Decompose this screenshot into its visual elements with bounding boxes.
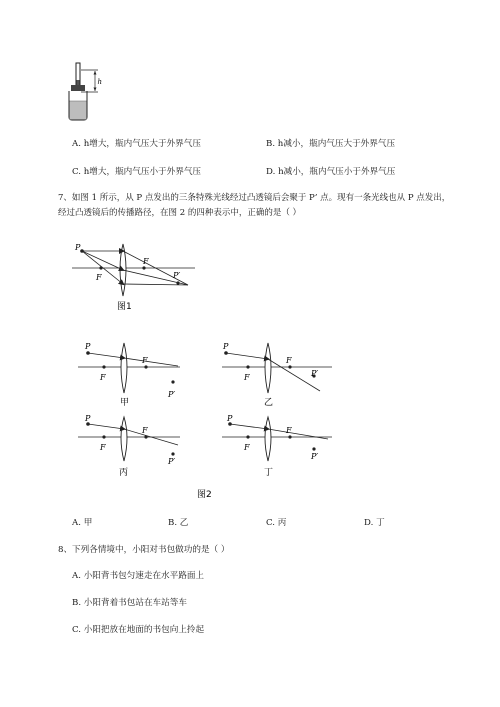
fig2-panel-ding — [222, 414, 332, 478]
q7-option-d-text: 丁 — [376, 518, 385, 528]
fig1-f-bottom-label: F — [96, 273, 102, 282]
fig2-yi-p-prime: P′ — [311, 369, 319, 378]
fig2-ding-p: P — [227, 414, 233, 423]
q7-option-c-text: 丙 — [277, 518, 287, 528]
q6-option-c[interactable] — [72, 166, 201, 178]
fig2-caption: 图2 — [197, 490, 212, 500]
q8-option-a[interactable] — [72, 570, 204, 582]
q7-option-a-letter: A. — [72, 518, 81, 528]
q8-option-b[interactable] — [72, 597, 187, 609]
q8-option-b-text: 小阳背着书包站在车站等车 — [83, 598, 187, 608]
fig2-jia-f-left: F — [100, 373, 106, 382]
fig2-bing-p: P — [85, 414, 91, 423]
q7-stem-line2: 经过凸透镜后的传播路径，在图 2 的四种表示中，正确的是（ ） — [58, 208, 302, 218]
fig2-bing-f-right: F — [142, 426, 148, 435]
q7-figure-1 — [70, 238, 200, 316]
q7-option-c[interactable] — [266, 517, 286, 529]
fig2-jia-label: 甲 — [120, 398, 130, 408]
q6-h-label: h — [97, 78, 103, 86]
q8-stem: 8、下列各情境中，小阳对书包做功的是（ ） — [58, 545, 230, 555]
fig2-bing-f-left: F — [100, 443, 106, 452]
fig2-ding-label: 丁 — [264, 468, 274, 478]
fig1-p-prime-label: P′ — [173, 271, 181, 280]
q6-option-b-letter: B. — [266, 139, 276, 149]
fig2-panel-yi — [222, 342, 332, 408]
fig2-panel-bing — [78, 414, 180, 478]
fig2-jia-f-right: F — [142, 356, 148, 365]
q7-option-a[interactable] — [72, 517, 92, 529]
q8-option-c-letter: C. — [72, 625, 82, 635]
q6-bottle-figure — [62, 60, 112, 122]
q6-option-d[interactable] — [266, 166, 395, 178]
q8-option-a-text: 小阳背书包匀速走在水平路面上 — [83, 571, 205, 581]
q6-option-b-text: h减小，瓶内气压大于外界气压 — [277, 139, 396, 149]
q6-option-c-text: h增大，瓶内气压小于外界气压 — [83, 167, 202, 177]
q6-option-b[interactable] — [266, 138, 395, 150]
q7-option-b[interactable] — [168, 517, 188, 529]
fig2-ding-f-left: F — [244, 443, 250, 452]
fig2-bing-p-prime: P′ — [168, 457, 176, 466]
q6-option-a-text: h增大，瓶内气压大于外界气压 — [83, 139, 201, 149]
q6-option-a-letter: A. — [72, 139, 81, 149]
q7-option-b-text: 乙 — [179, 518, 189, 528]
q7-figure-2 — [70, 335, 340, 505]
q8-option-a-letter: A. — [72, 571, 81, 581]
q7-option-d[interactable] — [364, 517, 385, 529]
fig1-caption: 图1 — [117, 302, 132, 312]
q6-option-d-letter: D. — [266, 167, 276, 177]
q7-option-b-letter: B. — [168, 518, 178, 528]
q7-option-c-letter: C. — [266, 518, 276, 528]
q8-option-c-text: 小阳把放在地面的书包向上拎起 — [83, 625, 205, 635]
fig2-jia-p: P — [85, 342, 91, 351]
q8-option-b-letter: B. — [72, 598, 82, 608]
fig2-jia-p-prime: P′ — [168, 390, 176, 399]
fig2-yi-f-left: F — [244, 373, 250, 382]
q6-option-c-letter: C. — [72, 167, 82, 177]
fig2-panel-jia — [78, 342, 180, 408]
q7-option-a-text: 甲 — [83, 518, 93, 528]
fig2-ding-f-right: F — [286, 426, 292, 435]
fig2-yi-f-right: F — [286, 356, 292, 365]
q7-stem-line1: 7、如图 1 所示，从 P 点发出的三条特殊光线经过凸透镜后会聚于 P’ 点。现有一条光线也从 P 点发出， — [58, 193, 451, 203]
fig2-yi-label: 乙 — [264, 398, 274, 408]
fig1-f-top-label: F — [143, 257, 149, 266]
fig2-bing-label: 丙 — [119, 468, 129, 478]
fig1-p-label: P — [75, 243, 81, 252]
q7-option-d-letter: D. — [364, 518, 374, 528]
fig2-yi-p: P — [223, 342, 229, 351]
q6-option-d-text: h减小，瓶内气压小于外界气压 — [278, 167, 396, 177]
q6-option-a[interactable] — [72, 138, 201, 150]
fig2-ding-p-prime: P′ — [311, 452, 319, 461]
q8-option-c[interactable] — [72, 624, 204, 636]
